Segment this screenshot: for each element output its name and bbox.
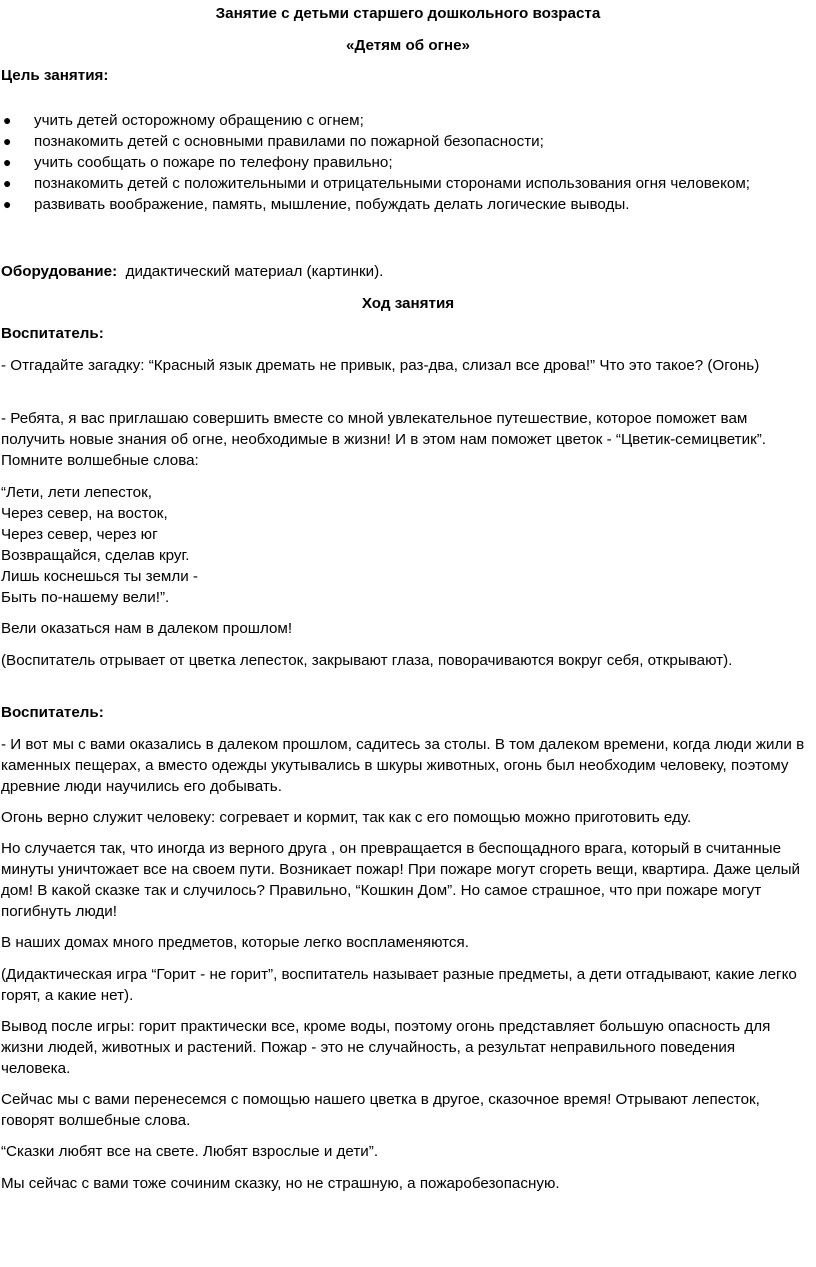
tales-paragraph: “Сказки любят все на свете. Любят взрослые и дети”. (1, 1143, 379, 1160)
poem-line: “Лети, лети лепесток, (1, 484, 152, 501)
move-paragraph: Сейчас мы с вами перенесемся с помощью нашего цветка в другое, сказочное время! Отрывают лепесток, говорят волшебные слова. (1, 1091, 760, 1129)
poem (1, 482, 808, 608)
past-paragraph: - И вот мы с вами оказались в далеком прошлом, садитесь за столы. В том далеком времени, когда люди жили в каменных пещерах, а вместо одежды укутывались в шкуры животных, огонь был необходим человеку, поэтому древние люди научились его добывать. (1, 736, 805, 795)
poem-line: Быть по-нашему вели!”. (1, 589, 170, 606)
teacher-label: Воспитатель: (1, 325, 104, 342)
list-item: ● учить сообщать о пожаре по телефону правильно; (3, 154, 393, 171)
equipment-text: дидактический материал (картинки). (125, 263, 384, 280)
compose-paragraph: Мы сейчас с вами тоже сочиним сказку, но не страшную, а пожаробезопасную. (1, 1175, 560, 1192)
poem-line: Через север, на восток, (1, 505, 168, 522)
list-item: ● учить детей осторожному обращению с огнем; (3, 112, 364, 129)
list-item: ● познакомить детей с основными правилами по пожарной безопасности; (3, 133, 544, 150)
poem-line: Возвращайся, сделав круг. (1, 547, 190, 564)
goals-list (1, 110, 808, 215)
wish-paragraph: Вели оказаться нам в далеком прошлом! (1, 620, 293, 637)
document-subtitle: «Детям об огне» (346, 37, 470, 54)
game-paragraph: (Дидактическая игра “Горит - не горит”, воспитатель называет разные предметы, а дети отгадывают, какие легко горят, а какие нет). (1, 966, 797, 1004)
document-title: Занятие с детьми старшего дошкольного возраста (215, 5, 601, 22)
poem-line: Через север, через юг (1, 526, 158, 543)
bullet-icon: ● (3, 175, 12, 191)
invite-paragraph: - Ребята, я вас приглашаю совершить вместе со мной увлекательное путешествие, которое поможет вам получить новые знания об огне, необходимые в жизни! И в этом нам поможет цветок - “Цветик-семицветик”. Помните волшебные слова: (1, 410, 767, 469)
list-item: ● познакомить детей с положительными и отрицательными сторонами использования огня человеком; (3, 175, 751, 192)
serves-paragraph: Огонь верно служит человеку: согревает и кормит, так как с его помощью можно приготовить еду. (1, 809, 692, 826)
goal-heading: Цель занятия: (1, 67, 109, 84)
items-paragraph: В наших домах много предметов, которые легко воспламеняются. (1, 934, 469, 951)
bullet-icon: ● (3, 112, 12, 128)
bullet-icon: ● (3, 196, 12, 212)
course-heading: Ход занятия (361, 295, 455, 312)
equipment-label: Оборудование: (1, 263, 118, 280)
list-item: ● развивать воображение, память, мышление, побуждать делать логические выводы. (3, 196, 630, 213)
bullet-icon: ● (3, 154, 12, 170)
equipment-paragraph (1, 261, 808, 282)
enemy-paragraph: Но случается так, что иногда из верного друга , он превращается в беспощадного врага, который в считанные минуты уничтожает все на своем пути. Возникает пожар! При пожаре могут сгореть вещи, квартира. Даже целый дом! В какой сказке так и случилось? Правильно, “Кошкин Дом”. Но самое страшное, что при пожаре могут погибнуть люди! (1, 840, 801, 920)
riddle-paragraph: - Отгадайте загадку: “Красный язык дремать не привык, раз-два, слизал все дрова!” Что это такое? (Огонь) (1, 357, 760, 374)
bullet-icon: ● (3, 133, 12, 149)
action-paragraph: (Воспитатель отрывает от цветка лепесток, закрывают глаза, поворачиваются вокруг себя, открывают). (1, 652, 733, 669)
conclusion-paragraph: Вывод после игры: горит практически все, кроме воды, поэтому огонь представляет большую опасность для жизни людей, животных и растений. Пожар - это не случайность, а результат неправильного поведения человека. (1, 1018, 771, 1077)
poem-line: Лишь коснешься ты земли - (1, 568, 198, 585)
teacher-label-2: Воспитатель: (1, 704, 104, 721)
